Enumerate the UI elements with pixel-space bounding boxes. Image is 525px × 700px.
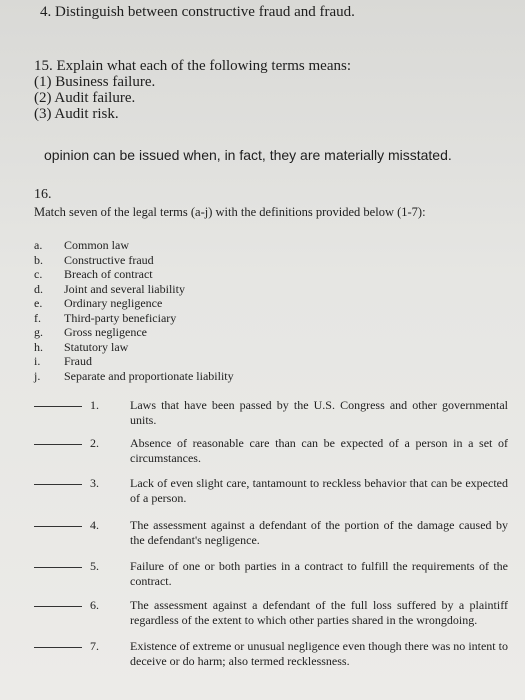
question-15 (34, 58, 351, 122)
definition-number: 1. (90, 398, 99, 412)
legal-term-item (34, 267, 234, 282)
legal-term-letter: f. (34, 310, 41, 325)
definition-number: 5. (90, 559, 99, 573)
legal-term-letter: e. (34, 296, 43, 310)
definition-text: Existence of extreme or unusual negligence even though there was no intent to deceive or do harm; also termed recklessness. (130, 639, 508, 668)
answer-blank[interactable] (34, 526, 82, 527)
legal-term-text: Joint and several liability (64, 281, 185, 296)
definition-text: The assessment against a defendant of the full loss suffered by a plaintiff regardless of the extent to which other parties shared in the wrongdoing. (130, 598, 508, 627)
question-15-item: (1) Business failure. (34, 74, 156, 90)
definition-text: The assessment against a defendant of the portion of the damage caused by the defendant's negligence. (130, 518, 508, 547)
question-15-item: (2) Audit failure. (34, 90, 136, 106)
legal-term-item (34, 354, 234, 369)
legal-term-text: Fraud (64, 354, 92, 368)
question-16-instruction: Match seven of the legal terms (a-j) with the definitions provided below (1-7): (34, 205, 426, 219)
definition-number: 6. (90, 598, 99, 612)
legal-term-item (34, 325, 234, 340)
legal-term-text: Separate and proportionate liability (64, 368, 234, 383)
definition-text: Absence of reasonable care than can be expected of a person in a set of circumstances. (130, 436, 508, 465)
legal-term-letter: d. (34, 281, 43, 296)
opinion-line: opinion can be issued when, in fact, they are materially misstated. (44, 147, 452, 163)
legal-term-text: Breach of contract (64, 267, 153, 281)
legal-term-letter: j. (34, 368, 41, 383)
legal-term-letter: b. (34, 252, 43, 267)
definition-number: 3. (90, 476, 99, 490)
answer-blank[interactable] (34, 647, 82, 648)
legal-term-text: Ordinary negligence (64, 296, 163, 310)
question-16-number: 16. (34, 187, 52, 202)
legal-term-item (34, 369, 234, 384)
legal-term-letter: g. (34, 325, 43, 339)
definition-number: 7. (90, 639, 99, 653)
legal-term-letter: c. (34, 267, 43, 281)
legal-term-letter: h. (34, 339, 43, 354)
legal-term-text: Gross negligence (64, 325, 147, 339)
definition-number: 4. (90, 518, 99, 532)
answer-blank[interactable] (34, 567, 82, 568)
answer-blank[interactable] (34, 606, 82, 607)
legal-term-text: Constructive fraud (64, 252, 154, 267)
definition-text: Laws that have been passed by the U.S. Congress and other governmental units. (130, 398, 508, 427)
legal-term-item (34, 340, 234, 355)
definition-number: 2. (90, 436, 99, 450)
legal-term-item (34, 253, 234, 268)
legal-term-item (34, 311, 234, 326)
definition-text: Lack of even slight care, tantamount to reckless behavior that can be expected of a person. (130, 476, 508, 505)
answer-blank[interactable] (34, 406, 82, 407)
legal-term-text: Statutory law (64, 339, 129, 354)
question-15-item: (3) Audit risk. (34, 106, 119, 122)
legal-term-letter: i. (34, 354, 41, 368)
legal-terms-list (34, 238, 234, 383)
legal-term-item (34, 282, 234, 297)
question-14-partial: 4. Distinguish between constructive fraud and fraud. (40, 4, 355, 20)
question-15-heading: 15. Explain what each of the following terms means: (34, 58, 351, 74)
definition-text: Failure of one or both parties in a contract to fulfill the requirements of the contract. (130, 559, 508, 588)
answer-blank[interactable] (34, 484, 82, 485)
legal-term-item (34, 238, 234, 253)
legal-term-letter: a. (34, 238, 43, 252)
legal-term-text: Third-party beneficiary (64, 310, 177, 325)
legal-term-item (34, 296, 234, 311)
answer-blank[interactable] (34, 444, 82, 445)
legal-term-text: Common law (64, 238, 129, 252)
